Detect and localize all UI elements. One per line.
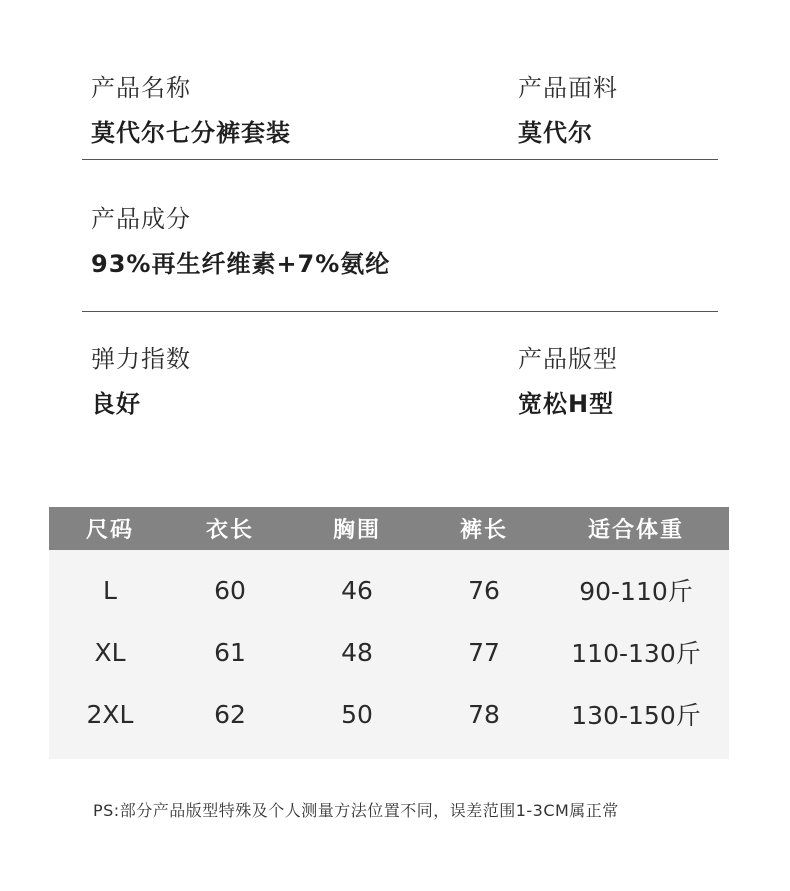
header-size: 尺码 bbox=[85, 518, 134, 543]
cell-size: XL bbox=[94, 637, 126, 667]
fabric-field bbox=[518, 68, 618, 148]
cell-size: 2XL bbox=[86, 699, 134, 729]
size-table bbox=[49, 507, 729, 759]
composition-value: 93%再生纤维素+7%氨纶 bbox=[91, 250, 391, 278]
elasticity-field bbox=[91, 339, 191, 419]
fit-value: 宽松H型 bbox=[518, 390, 615, 418]
measurement-note: PS:部分产品版型特殊及个人测量方法位置不同，误差范围1-3CM属正常 bbox=[93, 801, 619, 820]
fabric-value: 莫代尔 bbox=[518, 119, 593, 147]
cell-size: L bbox=[103, 575, 117, 605]
elasticity-value: 良好 bbox=[91, 390, 141, 418]
fit-field bbox=[518, 339, 618, 419]
divider-1 bbox=[82, 159, 718, 160]
product-name-label: 产品名称 bbox=[91, 74, 191, 102]
cell-pants-length: 78 bbox=[468, 699, 500, 729]
cell-pants-length: 76 bbox=[468, 575, 500, 605]
table-row bbox=[49, 683, 729, 745]
elasticity-label: 弹力指数 bbox=[91, 345, 191, 373]
cell-weight: 110-130斤 bbox=[571, 639, 701, 668]
cell-chest: 50 bbox=[341, 699, 373, 729]
table-row bbox=[49, 621, 729, 683]
cell-pants-length: 77 bbox=[468, 637, 500, 667]
cell-chest: 48 bbox=[341, 637, 373, 667]
size-table-header bbox=[49, 507, 729, 550]
product-name-field bbox=[91, 68, 291, 148]
product-name-value: 莫代尔七分裤套装 bbox=[91, 119, 291, 147]
cell-weight: 130-150斤 bbox=[571, 701, 701, 730]
header-pants-length: 裤长 bbox=[459, 518, 508, 543]
cell-top-length: 62 bbox=[214, 699, 246, 729]
header-chest: 胸围 bbox=[332, 518, 381, 543]
fit-label: 产品版型 bbox=[518, 345, 618, 373]
cell-chest: 46 bbox=[341, 575, 373, 605]
header-weight: 适合体重 bbox=[587, 518, 684, 543]
composition-label: 产品成分 bbox=[91, 205, 191, 233]
cell-top-length: 60 bbox=[214, 575, 246, 605]
composition-field bbox=[91, 199, 390, 279]
table-row bbox=[49, 559, 729, 621]
divider-2 bbox=[82, 311, 718, 312]
cell-top-length: 61 bbox=[214, 637, 246, 667]
fabric-label: 产品面料 bbox=[518, 74, 618, 102]
header-top-length: 衣长 bbox=[205, 518, 254, 543]
cell-weight: 90-110斤 bbox=[579, 577, 693, 606]
